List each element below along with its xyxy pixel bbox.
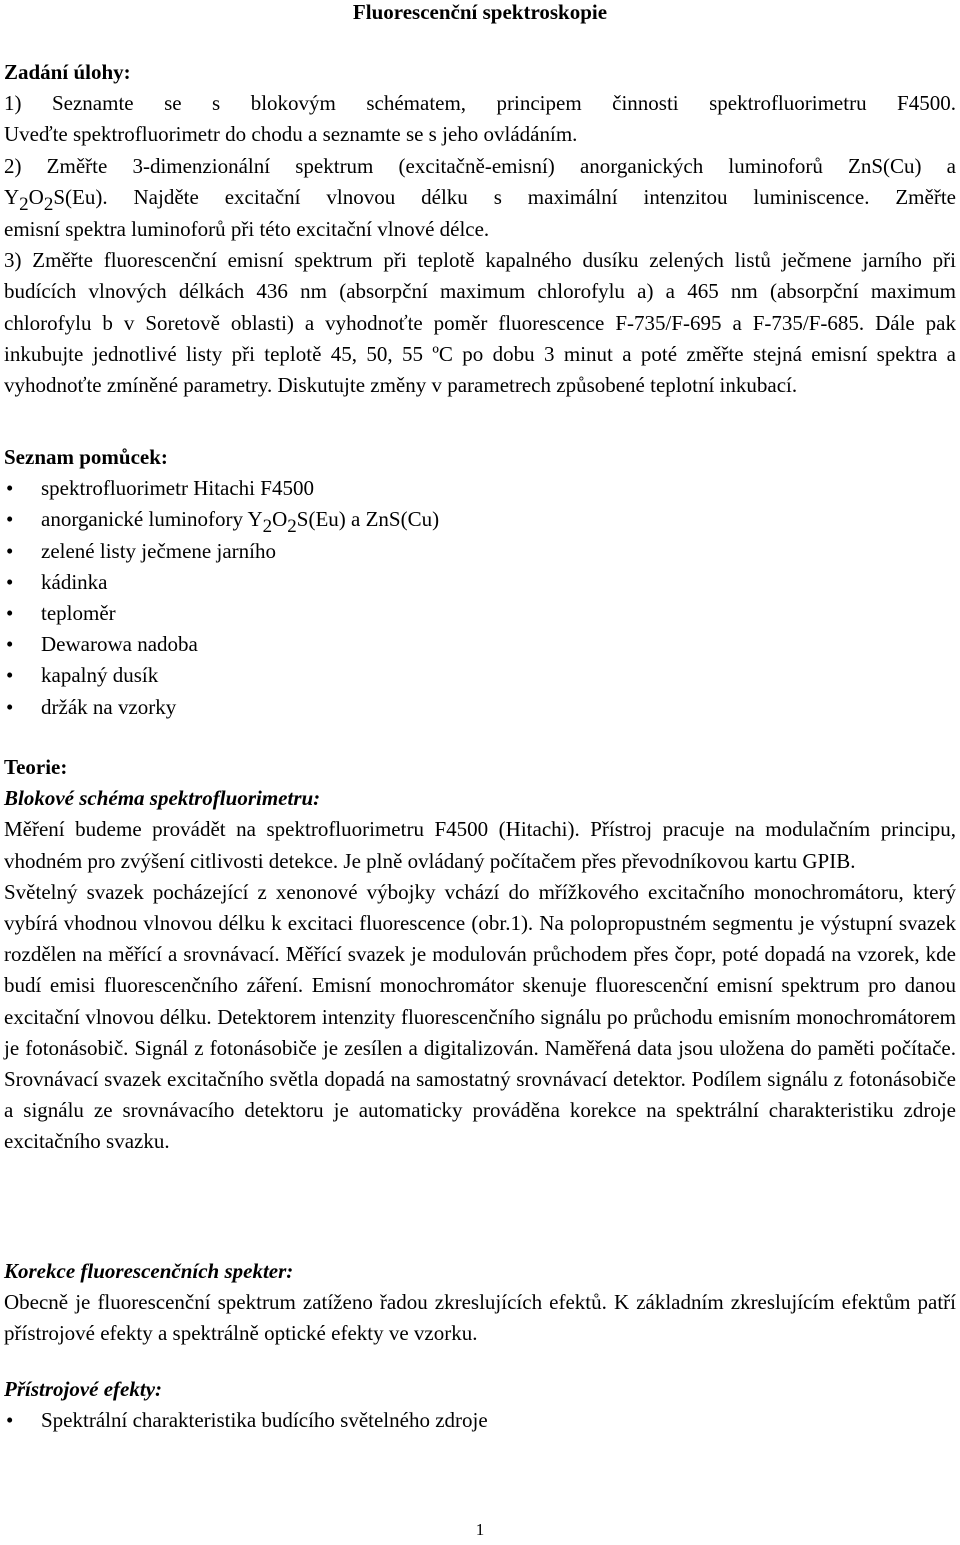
instrument-effects-heading: Přístrojové efekty: <box>4 1377 163 1401</box>
formula-o: O <box>272 507 288 532</box>
tools-heading: Seznam pomůcek: <box>4 445 168 469</box>
formula-subscript: 2 <box>262 516 273 538</box>
correction-heading: Korekce fluorescenčních spekter: <box>4 1259 294 1283</box>
list-item <box>4 598 956 629</box>
list-item <box>4 629 956 660</box>
formula-subscript: 2 <box>19 193 29 215</box>
bullet-icon: • <box>6 600 14 625</box>
list-item-text: držák na vzorky <box>41 694 177 719</box>
list-item <box>4 504 956 538</box>
correction-section <box>4 1256 956 1350</box>
formula-rest: S(Eu) a ZnS(Cu) <box>296 507 440 532</box>
list-item <box>4 536 956 567</box>
correction-paragraph: Obecně je fluorescenční spektrum zatíženo řadou zkreslujících efektů. K základním zkreslujícím efektům patří přístrojové efekty a spektrálně optické efekty ve vzorku. <box>4 1290 956 1346</box>
list-item <box>4 660 956 691</box>
bullet-icon: • <box>6 663 14 688</box>
task-item-3: 3) Změřte fluorescenční emisní spektrum při teplotě kapalného dusíku zelených listů ječmene jarního při budících vlnových délkách 436 nm (absorpční maximum chlorofylu a) a 465 nm (absorpční maximum chlorofylu b v Soretově oblasti) a vyhodnoťte poměr fluorescence F-735/F-695 a F-735/F-685. Dále pak inkubujte jednotlivé listy při teplotě 45, 50, 55 ºC po dobu 3 minut a poté změřte stejná emisní spektra a vyhodnoťte zmíněné parametry. Diskutujte změny v parametrech způsobené teplotní inkubací. <box>4 248 956 398</box>
bullet-icon: • <box>6 632 14 657</box>
formula-y: Y <box>4 184 20 209</box>
list-item-text: Spektrální charakteristika budícího světelného zdroje <box>41 1408 488 1433</box>
list-item-text: teploměr <box>41 600 116 625</box>
bullet-icon: • <box>6 694 14 719</box>
page-number: 1 <box>475 1520 485 1539</box>
tools-section <box>4 442 956 723</box>
task-item-2-line-3: emisní spektra luminoforů při této excitační vlnové délce. <box>4 217 490 242</box>
task-section <box>4 57 956 401</box>
bullet-icon: • <box>6 1408 14 1433</box>
instrument-effects-section <box>4 1374 956 1436</box>
task-item-2-line-1: 2) Změřte 3-dimenzionální spektrum (excitačně-emisní) anorganických luminoforů ZnS(Cu) a <box>4 153 956 178</box>
bullet-icon: • <box>6 569 14 594</box>
task-item-1-line-1: 1) Seznamte se s blokovým schématem, principem činnosti spektrofluorimetru F4500. <box>4 91 956 116</box>
task-item-2-line-2 <box>4 182 956 214</box>
theory-paragraph-2: Světelný svazek pocházející z xenonové výbojky vchází do mřížkového excitačního monochromátoru, který vybírá vhodnou vlnovou délku k excitaci fluorescence (obr.1). Na polopropustném segmentu je výstupní svazek rozdělen na měřící a srovnávací. Měřící svazek je modulován průchodem přes čopr, poté dopadá na vzorek, kde budí emisi fluorescenčního záření. Emisní monochromátor skenuje fluorescenční emisní spektrum pro danou excitační vlnovou délku. Detektorem intenzity fluorescenčního signálu po průchodu emisním monochromátorem je fotonásobič. Signál z fotonásobiče je zesílen a digitalizován. Naměřená data jsou uložena do paměti počítače. Srovnávací svazek excitačního světla dopadá na samostatný srovnávací detektor. Podílem signálu z fotonásobiče a signálu ze srovnávacího detektoru je automaticky prováděna korekce na spektrální charakteristiku zdroje excitačního svazku. <box>4 879 956 1154</box>
bullet-icon: • <box>6 538 14 563</box>
theory-paragraph-1: Měření budeme provádět na spektrofluorimetru F4500 (Hitachi). Přístroj pracuje na modulačním principu, vhodném pro zvýšení citlivosti detekce. Je plně ovládaný počítačem přes převodníkovou kartu GPIB. <box>4 817 956 873</box>
list-item-text: zelené listy ječmene jarního <box>41 538 276 563</box>
list-item <box>4 1405 956 1436</box>
list-item <box>4 567 956 598</box>
theory-subheading: Blokové schéma spektrofluorimetru: <box>4 786 321 811</box>
list-item <box>4 692 956 723</box>
bullet-icon: • <box>6 507 14 532</box>
task-heading: Zadání úlohy: <box>4 60 131 84</box>
list-item-text: kádinka <box>41 569 108 594</box>
tools-list <box>4 473 956 723</box>
theory-section <box>4 752 956 1158</box>
task-item-2-rest: S(Eu). Najděte excitační vlnovou délku s maximální intenzitou luminiscence. Změřte <box>53 184 956 209</box>
formula-subscript: 2 <box>43 193 54 215</box>
list-item-text: spektrofluorimetr Hitachi F4500 <box>41 476 314 501</box>
formula-subscript: 2 <box>287 516 297 538</box>
instrument-effects-list <box>4 1405 956 1436</box>
formula-o: O <box>28 184 44 209</box>
list-item-text: anorganické luminofory Y <box>41 507 263 532</box>
list-item-text: Dewarowa nadoba <box>41 632 198 657</box>
task-item-1-line-2: Uveďte spektrofluorimetr do chodu a seznamte se s jeho ovládáním. <box>4 122 578 147</box>
document-title: Fluorescenční spektroskopie <box>352 0 608 24</box>
list-item <box>4 473 956 504</box>
bullet-icon: • <box>6 476 14 501</box>
theory-heading: Teorie: <box>4 755 68 779</box>
list-item-text: kapalný dusík <box>41 663 159 688</box>
